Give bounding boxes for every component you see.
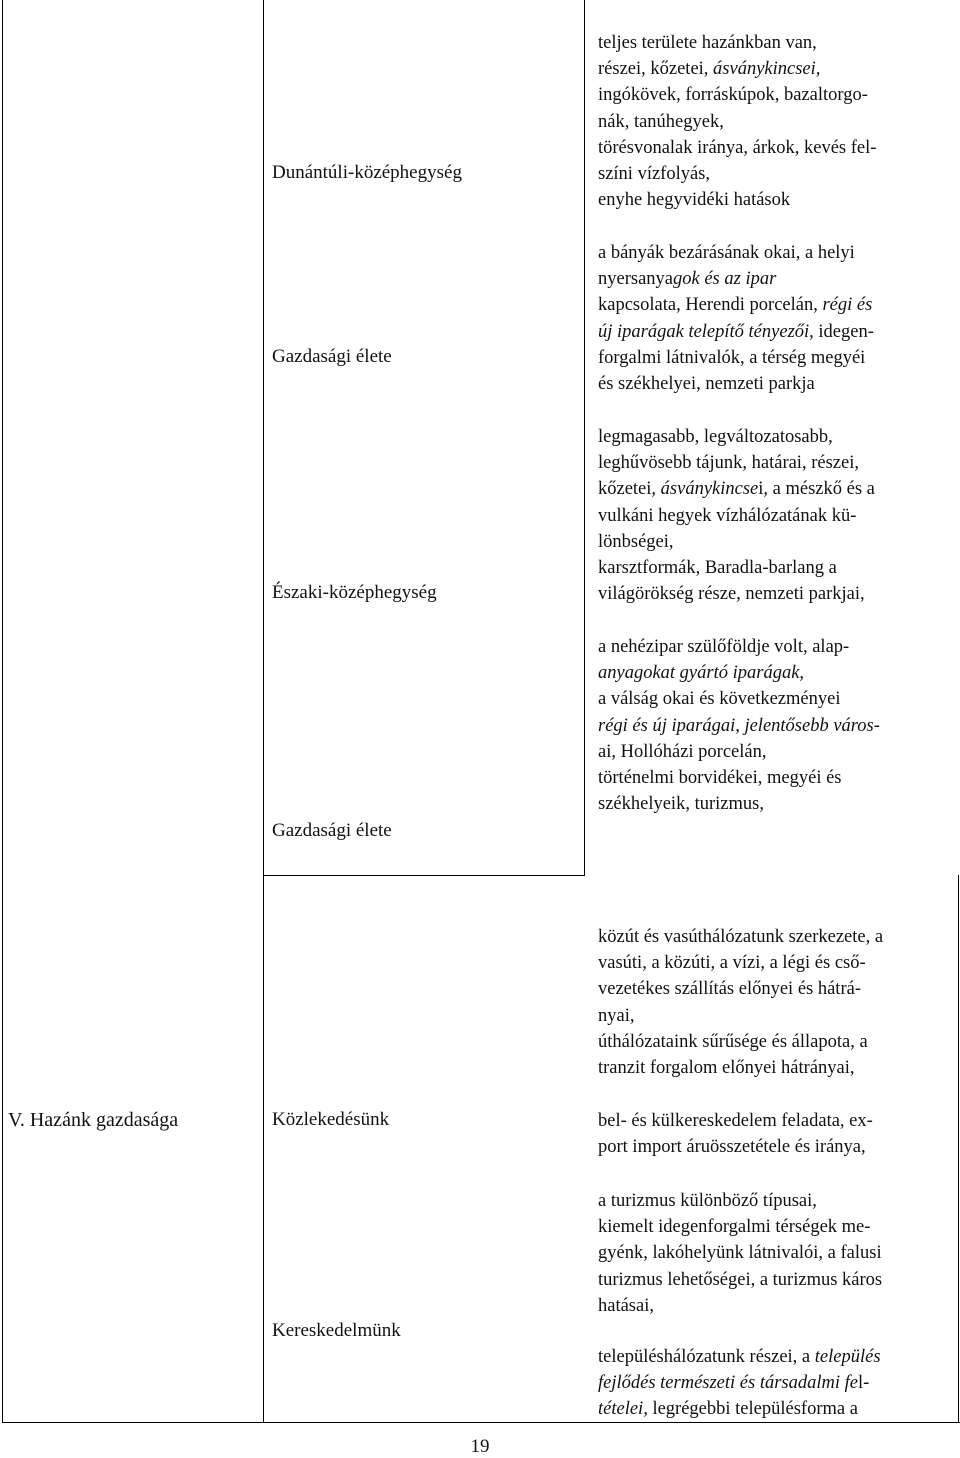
text-line <box>598 424 956 450</box>
text-line <box>598 1029 956 1055</box>
text-span: nyersanya <box>598 269 673 290</box>
text-line <box>598 634 956 660</box>
text-line <box>598 1344 956 1370</box>
text-line <box>598 581 956 607</box>
text-span: színi vízfolyás, <box>598 164 711 185</box>
italic-text: település <box>814 1347 881 1367</box>
italic-text: tételei, <box>598 1399 648 1420</box>
text-line <box>598 476 956 502</box>
text-line <box>598 1055 956 1081</box>
text-line <box>598 555 956 581</box>
text-span: ingókövek, forráskúpok, bazaltorgo- <box>598 85 868 106</box>
italic-text: anyagokat gyártó iparágak, <box>598 663 805 684</box>
text-line <box>598 713 956 739</box>
italic-text: régi és <box>822 295 873 316</box>
text-line <box>598 266 956 292</box>
text-span: ai, Hollóházi porcelán, <box>598 741 767 762</box>
text-line <box>598 240 956 266</box>
text-span: hatásai, <box>598 1295 654 1316</box>
text-line <box>598 450 956 476</box>
text-span: vezetékes szállítás előnyei és hátrá- <box>598 979 861 1000</box>
text-span: a válság okai és következményei <box>598 689 841 710</box>
row-label-gazdasagi-2: Gazdasági élete <box>272 820 392 841</box>
row-label-kozlekedes: Közlekedésünk <box>272 1109 390 1130</box>
text-line <box>598 82 956 108</box>
row-content-gazdasagi-1 <box>598 240 956 397</box>
row-content-kozlekedes-2 <box>598 1108 956 1160</box>
text-line <box>598 1267 956 1293</box>
text-span: vasúti, a közúti, a vízi, a légi és cső- <box>598 953 866 974</box>
text-line <box>598 345 956 371</box>
text-line <box>598 791 956 817</box>
text-line <box>598 1396 956 1422</box>
text-span: tranzit forgalom előnyei hátrányai, <box>598 1058 855 1079</box>
text-span: l- <box>858 1373 870 1394</box>
text-line <box>598 686 956 712</box>
text-span: a bányák bezárásának okai, a helyi <box>598 243 855 263</box>
text-line <box>598 1188 956 1214</box>
text-line <box>598 161 956 187</box>
text-span: nák, tanúhegyek, <box>598 111 724 132</box>
row-label-eszaki: Északi-középhegység <box>272 582 437 603</box>
text-span: teljes területe hazánkban van, <box>598 33 817 53</box>
text-span: úthálózataink sűrűsége és állapota, a <box>598 1031 868 1052</box>
row-content-kozlekedes <box>598 924 956 1081</box>
text-span: lönbségei, <box>598 531 674 552</box>
table-row-divider <box>263 875 585 876</box>
text-span: településhálózatunk részei, a <box>598 1347 815 1367</box>
page-number: 19 <box>470 1436 490 1457</box>
text-span: székhelyeik, turizmus, <box>598 794 764 815</box>
row-content-eszaki <box>598 424 956 607</box>
text-span: kőzetei, <box>598 479 661 500</box>
text-line <box>598 187 956 213</box>
italic-text: új iparágak telepítő tényezői, <box>598 321 814 342</box>
text-span: vulkáni hegyek vízhálózatának kü- <box>598 505 857 526</box>
italic-text: fejlődés természeti és társadalmi fe <box>598 1373 858 1394</box>
text-line <box>598 1134 956 1160</box>
text-line <box>598 135 956 161</box>
text-span: kiemelt idegenforgalmi térségek me- <box>598 1217 871 1238</box>
row-content-gazdasagi-2 <box>598 634 956 817</box>
text-line <box>598 292 956 318</box>
row-content-kereskedelem <box>598 1188 956 1319</box>
italic-text: ásványkincsei, <box>713 59 821 80</box>
text-span: bel- és külkereskedelem feladata, ex- <box>598 1111 873 1131</box>
text-line <box>598 739 956 765</box>
text-span: i, a mészkő és a <box>758 479 875 500</box>
italic-text: ásványkincse <box>660 479 759 500</box>
text-line <box>598 529 956 555</box>
text-span: idegen- <box>813 321 874 342</box>
text-line <box>598 924 956 950</box>
text-span: és székhelyei, nemzeti parkja <box>598 374 815 395</box>
text-line <box>598 950 956 976</box>
row-label-dunantuli: Dunántúli-középhegység <box>272 162 462 183</box>
text-line <box>598 765 956 791</box>
text-span: a turizmus különböző típusai, <box>598 1191 817 1211</box>
table-border-inner <box>584 0 585 875</box>
text-span: karsztformák, Baradla-barlang a <box>598 558 837 579</box>
text-span: legrégebbi településforma a <box>647 1399 858 1420</box>
text-span: forgalmi látnivalók, a térség megyéi <box>598 347 866 368</box>
text-line <box>598 30 956 56</box>
text-line <box>598 1108 956 1134</box>
text-span: kapcsolata, Herendi porcelán, <box>598 295 823 316</box>
text-span: közút és vasúthálózatunk szerkezete, a <box>598 927 884 947</box>
row-content-kereskedelem-2 <box>598 1344 956 1423</box>
text-line <box>598 56 956 82</box>
table-border-right <box>958 875 959 1423</box>
text-line <box>598 976 956 1002</box>
text-line <box>598 319 956 345</box>
text-line <box>598 109 956 135</box>
text-span: turizmus lehetőségei, a turizmus káros <box>598 1269 883 1290</box>
table-border-middle <box>263 0 264 1422</box>
text-span: részei, kőzetei, <box>598 59 714 80</box>
text-line <box>598 1214 956 1240</box>
text-span: legmagasabb, legváltozatosabb, <box>598 427 833 447</box>
text-line <box>598 1370 956 1396</box>
text-span: enyhe hegyvidéki hatások <box>598 190 791 211</box>
text-span: gyénk, lakóhelyünk látnivalói, a falusi <box>598 1243 882 1264</box>
row-content-dunantuli <box>598 30 956 213</box>
text-span: port import áruösszetétele és iránya, <box>598 1137 866 1158</box>
text-line <box>598 1003 956 1029</box>
section-label-hazank-gazdasaga: V. Hazánk gazdasága <box>8 1109 179 1131</box>
text-line <box>598 660 956 686</box>
text-span: törésvonalak iránya, árkok, kevés fel- <box>598 137 877 158</box>
text-span: történelmi borvidékei, megyéi és <box>598 768 842 789</box>
text-span: a nehézipar szülőföldje volt, alap- <box>598 637 850 657</box>
text-line <box>598 1293 956 1319</box>
text-span: világörökség része, nemzeti parkjai, <box>598 584 865 605</box>
text-line <box>598 503 956 529</box>
text-span: leghűvösebb tájunk, határai, részei, <box>598 453 859 474</box>
table-border-left <box>2 0 3 1422</box>
italic-text: gok és az ipar <box>673 269 777 290</box>
italic-text: régi és új iparágai, jelentősebb város- <box>598 715 880 736</box>
text-span: nyai, <box>598 1005 635 1026</box>
row-label-kereskedelem: Kereskedelmünk <box>272 1320 401 1341</box>
row-label-gazdasagi-1: Gazdasági élete <box>272 346 392 367</box>
text-line <box>598 1240 956 1266</box>
text-line <box>598 371 956 397</box>
